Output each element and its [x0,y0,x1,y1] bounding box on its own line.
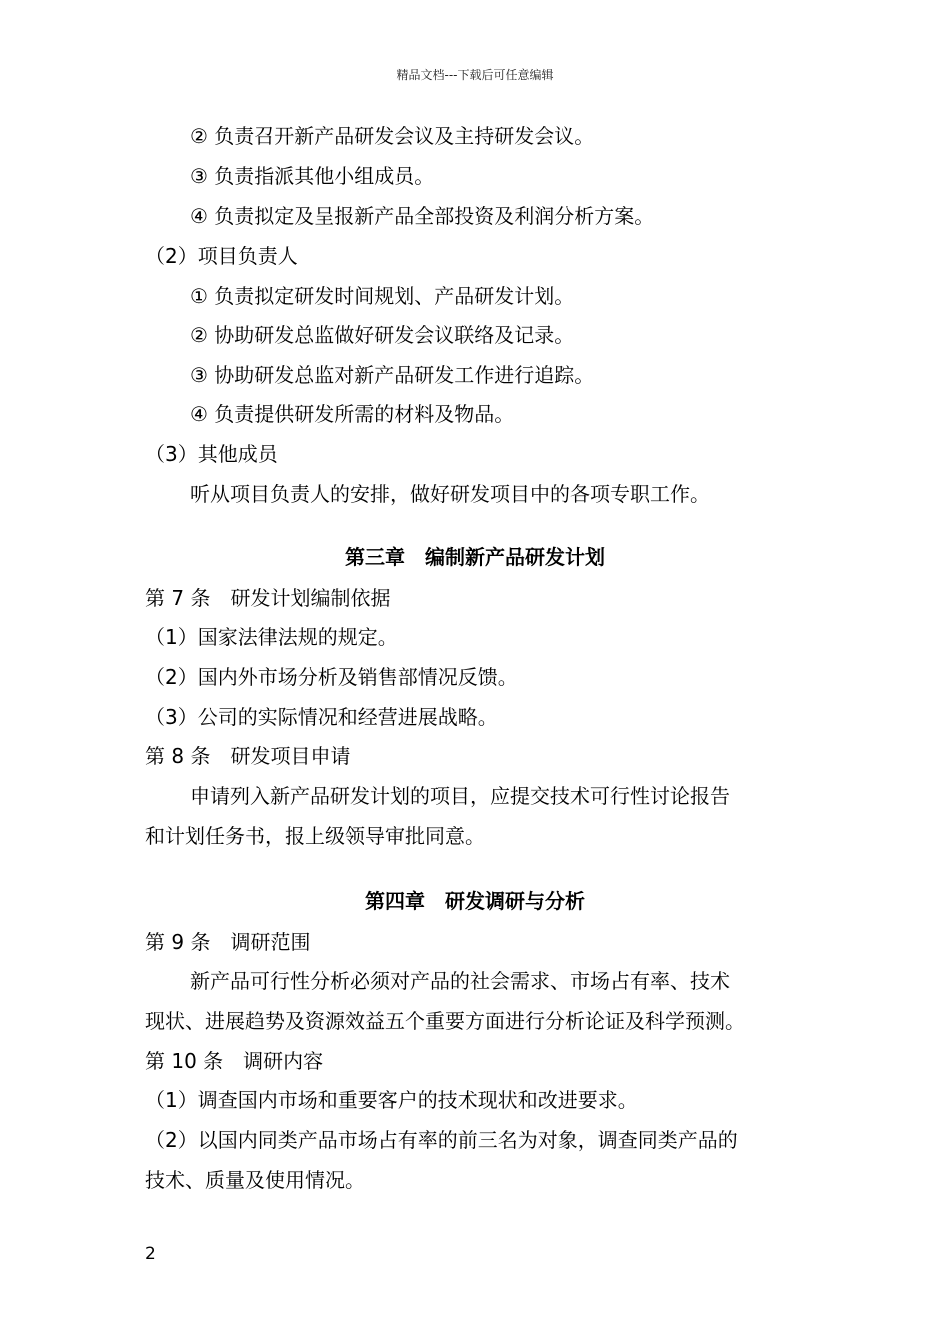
list-item: ④ 负责拟定及呈报新产品全部投资及利润分析方案。 [190,204,655,228]
page-header: 精品文档---下载后可任意编辑 [396,68,554,82]
list-item: （1）调查国内市场和重要客户的技术现状和改进要求。 [145,1088,638,1112]
list-item: ② 协助研发总监做好研发会议联络及记录。 [190,323,575,347]
paragraph-text: 新产品可行性分析必须对产品的社会需求、市场占有率、技术 [190,969,730,993]
section-subheading: （2）项目负责人 [145,244,298,268]
list-item: ① 负责拟定研发时间规划、产品研发计划。 [190,284,575,308]
list-item: （2）国内外市场分析及销售部情况反馈。 [145,665,518,689]
list-item: ③ 协助研发总监对新产品研发工作进行追踪。 [190,363,595,387]
article-heading: 第 10 条 调研内容 [145,1049,324,1073]
list-item: ② 负责召开新产品研发会议及主持研发会议。 [190,124,595,148]
paragraph-text: 申请列入新产品研发计划的项目，应提交技术可行性讨论报告 [190,784,730,808]
list-item: ④ 负责提供研发所需的材料及物品。 [190,402,515,426]
paragraph-text: 和计划任务书，报上级领导审批同意。 [145,824,485,848]
list-item: （2）以国内同类产品市场占有率的前三名为对象，调查同类产品的 [145,1128,738,1152]
paragraph-text: 技术、质量及使用情况。 [145,1168,365,1192]
chapter-heading: 第四章 研发调研与分析 [365,889,585,913]
paragraph-text: 听从项目负责人的安排，做好研发项目中的各项专职工作。 [190,482,710,506]
section-subheading: （3）其他成员 [145,442,278,466]
article-heading: 第 8 条 研发项目申请 [145,744,351,768]
article-heading: 第 9 条 调研范围 [145,930,311,954]
paragraph-text: 现状、进展趋势及资源效益五个重要方面进行分析论证及科学预测。 [145,1009,745,1033]
page-number: 2 [145,1244,156,1264]
list-item: （3）公司的实际情况和经营进展战略。 [145,705,498,729]
list-item: ③ 负责指派其他小组成员。 [190,164,435,188]
article-heading: 第 7 条 研发计划编制依据 [145,586,391,610]
list-item: （1）国家法律法规的规定。 [145,625,398,649]
chapter-heading: 第三章 编制新产品研发计划 [345,545,605,569]
